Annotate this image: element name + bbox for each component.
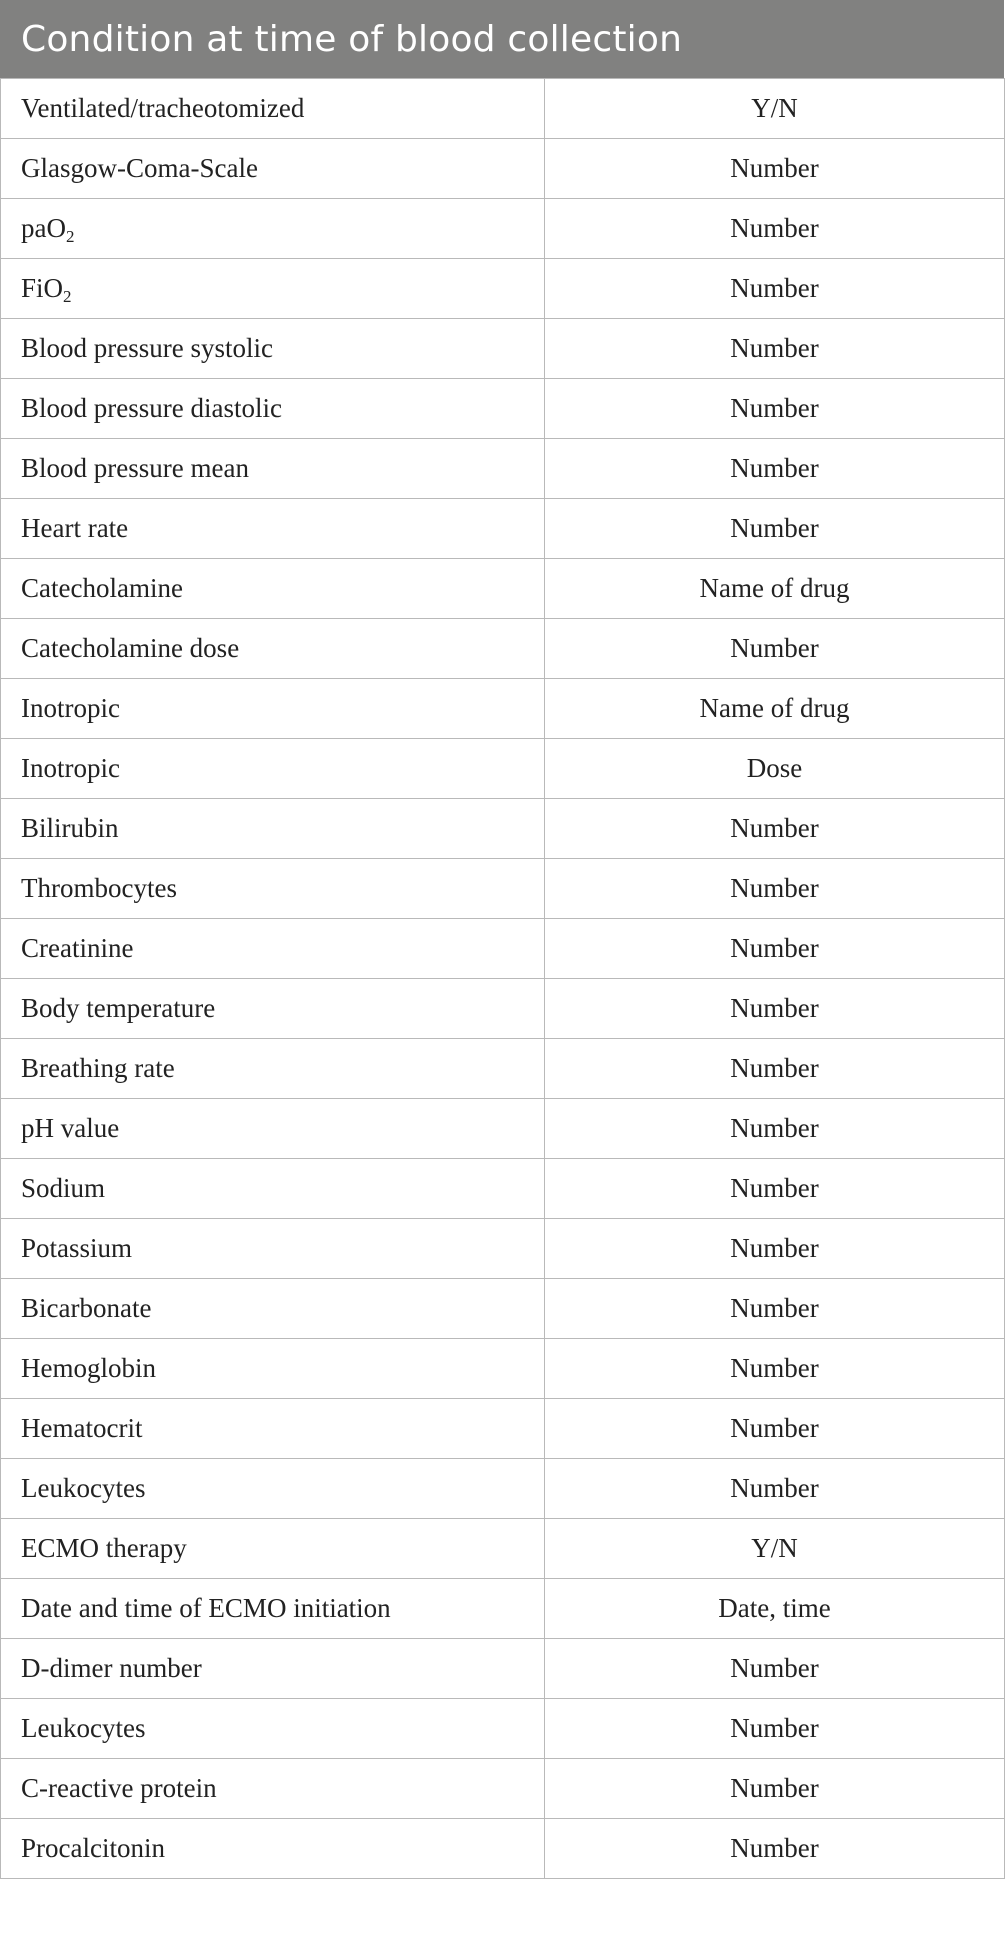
row-label-cell bbox=[1, 1579, 545, 1639]
row-value: Number bbox=[730, 453, 819, 483]
table-row bbox=[1, 1279, 1005, 1339]
row-label: Inotropic bbox=[21, 693, 120, 723]
row-value: Number bbox=[730, 933, 819, 963]
row-value: Number bbox=[730, 273, 819, 303]
row-label: FiO bbox=[21, 273, 64, 303]
row-value-cell bbox=[545, 919, 1005, 979]
row-label-cell bbox=[1, 319, 545, 379]
row-label-cell bbox=[1, 1459, 545, 1519]
row-label-cell bbox=[1, 139, 545, 199]
table-row bbox=[1, 739, 1005, 799]
row-label: Ventilated/tracheotomized bbox=[21, 93, 305, 123]
row-value-cell bbox=[545, 1039, 1005, 1099]
table-row bbox=[1, 619, 1005, 679]
row-value-cell bbox=[545, 1339, 1005, 1399]
row-label: Heart rate bbox=[21, 513, 129, 543]
row-label: Hemoglobin bbox=[21, 1353, 156, 1383]
row-label-cell bbox=[1, 379, 545, 439]
row-value-cell bbox=[545, 559, 1005, 619]
row-value: Number bbox=[730, 213, 819, 243]
row-value: Number bbox=[730, 513, 819, 543]
table-row bbox=[1, 679, 1005, 739]
row-label: C-reactive protein bbox=[21, 1773, 217, 1803]
row-label: D-dimer number bbox=[21, 1653, 202, 1683]
row-label-cell bbox=[1, 559, 545, 619]
table-body bbox=[0, 78, 1005, 1879]
table-row bbox=[1, 1399, 1005, 1459]
table-row bbox=[1, 859, 1005, 919]
row-label: ECMO therapy bbox=[21, 1533, 187, 1563]
row-label-cell bbox=[1, 1339, 545, 1399]
row-label: Leukocytes bbox=[21, 1713, 146, 1743]
table-row bbox=[1, 919, 1005, 979]
row-label: Sodium bbox=[21, 1173, 106, 1203]
row-value-cell bbox=[545, 1639, 1005, 1699]
row-value: Number bbox=[730, 333, 819, 363]
row-value: Number bbox=[730, 1113, 819, 1143]
row-label: Hematocrit bbox=[21, 1413, 143, 1443]
row-value-cell bbox=[545, 1819, 1005, 1879]
table-row bbox=[1, 499, 1005, 559]
table-row bbox=[1, 139, 1005, 199]
row-label-cell bbox=[1, 619, 545, 679]
row-label-cell bbox=[1, 799, 545, 859]
row-value-cell bbox=[545, 1459, 1005, 1519]
table-row bbox=[1, 979, 1005, 1039]
row-label-cell bbox=[1, 739, 545, 799]
row-value-cell bbox=[545, 799, 1005, 859]
row-label-cell bbox=[1, 1699, 545, 1759]
table-row bbox=[1, 1459, 1005, 1519]
row-value: Number bbox=[730, 633, 819, 663]
table-row bbox=[1, 1699, 1005, 1759]
row-label: Breathing rate bbox=[21, 1053, 175, 1083]
row-value-cell bbox=[545, 1099, 1005, 1159]
row-label-cell bbox=[1, 1219, 545, 1279]
row-label-cell bbox=[1, 1099, 545, 1159]
row-value: Number bbox=[730, 1773, 819, 1803]
row-label: Bicarbonate bbox=[21, 1293, 152, 1323]
row-label: Blood pressure systolic bbox=[21, 333, 273, 363]
row-value: Number bbox=[730, 1353, 819, 1383]
row-value: Number bbox=[730, 1233, 819, 1263]
row-value: Number bbox=[730, 1053, 819, 1083]
row-label: pH value bbox=[21, 1113, 120, 1143]
table-row bbox=[1, 1039, 1005, 1099]
table-row bbox=[1, 1819, 1005, 1879]
row-value: Number bbox=[730, 1833, 819, 1863]
table-header bbox=[0, 0, 1004, 78]
table-row bbox=[1, 79, 1005, 139]
row-value-cell bbox=[545, 439, 1005, 499]
row-value: Number bbox=[730, 1713, 819, 1743]
row-value-cell bbox=[545, 679, 1005, 739]
table-header-title: Condition at time of blood collection bbox=[21, 18, 683, 60]
table-row bbox=[1, 799, 1005, 859]
row-value-cell bbox=[545, 319, 1005, 379]
row-value-cell bbox=[545, 79, 1005, 139]
row-value: Number bbox=[730, 1413, 819, 1443]
table-row bbox=[1, 1339, 1005, 1399]
row-value: Number bbox=[730, 993, 819, 1023]
row-value: Number bbox=[730, 873, 819, 903]
row-value-cell bbox=[545, 1699, 1005, 1759]
row-value-cell bbox=[545, 139, 1005, 199]
row-value-cell bbox=[545, 499, 1005, 559]
row-label: Date and time of ECMO initiation bbox=[21, 1593, 391, 1623]
row-value-cell bbox=[545, 1579, 1005, 1639]
row-value-cell bbox=[545, 1759, 1005, 1819]
row-value-cell bbox=[545, 1519, 1005, 1579]
row-value: Dose bbox=[746, 753, 803, 783]
row-label-cell bbox=[1, 1159, 545, 1219]
row-label: Blood pressure mean bbox=[21, 453, 249, 483]
row-label-subscript: 2 bbox=[63, 287, 72, 306]
row-label-cell bbox=[1, 499, 545, 559]
row-value-cell bbox=[545, 979, 1005, 1039]
row-value: Number bbox=[730, 1473, 819, 1503]
row-label-cell bbox=[1, 199, 545, 259]
row-label: Thrombocytes bbox=[21, 873, 177, 903]
table-row bbox=[1, 259, 1005, 319]
row-label: Bilirubin bbox=[21, 813, 119, 843]
table-row bbox=[1, 1759, 1005, 1819]
row-value: Number bbox=[730, 1293, 819, 1323]
row-label-cell bbox=[1, 439, 545, 499]
table-row bbox=[1, 1099, 1005, 1159]
row-value: Number bbox=[730, 153, 819, 183]
row-label: Body temperature bbox=[21, 993, 216, 1023]
table-row bbox=[1, 1579, 1005, 1639]
row-value-cell bbox=[545, 259, 1005, 319]
row-label: Catecholamine bbox=[21, 573, 183, 603]
row-label-cell bbox=[1, 1639, 545, 1699]
table-row bbox=[1, 1639, 1005, 1699]
row-value: Y/N bbox=[751, 93, 798, 123]
row-label: Procalcitonin bbox=[21, 1833, 165, 1863]
row-value-cell bbox=[545, 619, 1005, 679]
row-value-cell bbox=[545, 739, 1005, 799]
table-row bbox=[1, 439, 1005, 499]
row-value: Name of drug bbox=[699, 693, 850, 723]
row-label: Leukocytes bbox=[21, 1473, 146, 1503]
row-label-subscript: 2 bbox=[65, 227, 75, 246]
row-label-cell bbox=[1, 1759, 545, 1819]
row-value-cell bbox=[545, 1219, 1005, 1279]
row-value-cell bbox=[545, 1279, 1005, 1339]
table-row bbox=[1, 1219, 1005, 1279]
row-label-cell bbox=[1, 1279, 545, 1339]
row-label: Creatinine bbox=[21, 933, 134, 963]
table-row bbox=[1, 379, 1005, 439]
row-value: Number bbox=[730, 813, 819, 843]
row-value: Name of drug bbox=[699, 573, 850, 603]
row-value-cell bbox=[545, 379, 1005, 439]
table-row bbox=[1, 559, 1005, 619]
row-value: Number bbox=[730, 393, 819, 423]
row-value: Number bbox=[730, 1653, 819, 1683]
row-label: paO bbox=[21, 213, 66, 243]
row-label-cell bbox=[1, 979, 545, 1039]
row-value: Y/N bbox=[751, 1533, 798, 1563]
row-value-cell bbox=[545, 199, 1005, 259]
row-label-cell bbox=[1, 919, 545, 979]
row-label-cell bbox=[1, 1039, 545, 1099]
row-label-cell bbox=[1, 79, 545, 139]
row-label: Glasgow-Coma-Scale bbox=[21, 153, 258, 183]
table-row bbox=[1, 199, 1005, 259]
table-row bbox=[1, 319, 1005, 379]
row-label: Potassium bbox=[21, 1233, 133, 1263]
row-label: Catecholamine dose bbox=[21, 633, 240, 663]
row-value-cell bbox=[545, 1159, 1005, 1219]
row-value-cell bbox=[545, 1399, 1005, 1459]
row-label: Blood pressure diastolic bbox=[21, 393, 282, 423]
row-label-cell bbox=[1, 679, 545, 739]
table-row bbox=[1, 1519, 1005, 1579]
row-label-cell bbox=[1, 1399, 545, 1459]
row-label-cell bbox=[1, 859, 545, 919]
table-row bbox=[1, 1159, 1005, 1219]
row-label: Inotropic bbox=[21, 753, 120, 783]
row-value: Number bbox=[730, 1173, 819, 1203]
row-value-cell bbox=[545, 859, 1005, 919]
row-label-cell bbox=[1, 1819, 545, 1879]
row-value: Date, time bbox=[718, 1593, 831, 1623]
row-label-cell bbox=[1, 1519, 545, 1579]
row-label-cell bbox=[1, 259, 545, 319]
